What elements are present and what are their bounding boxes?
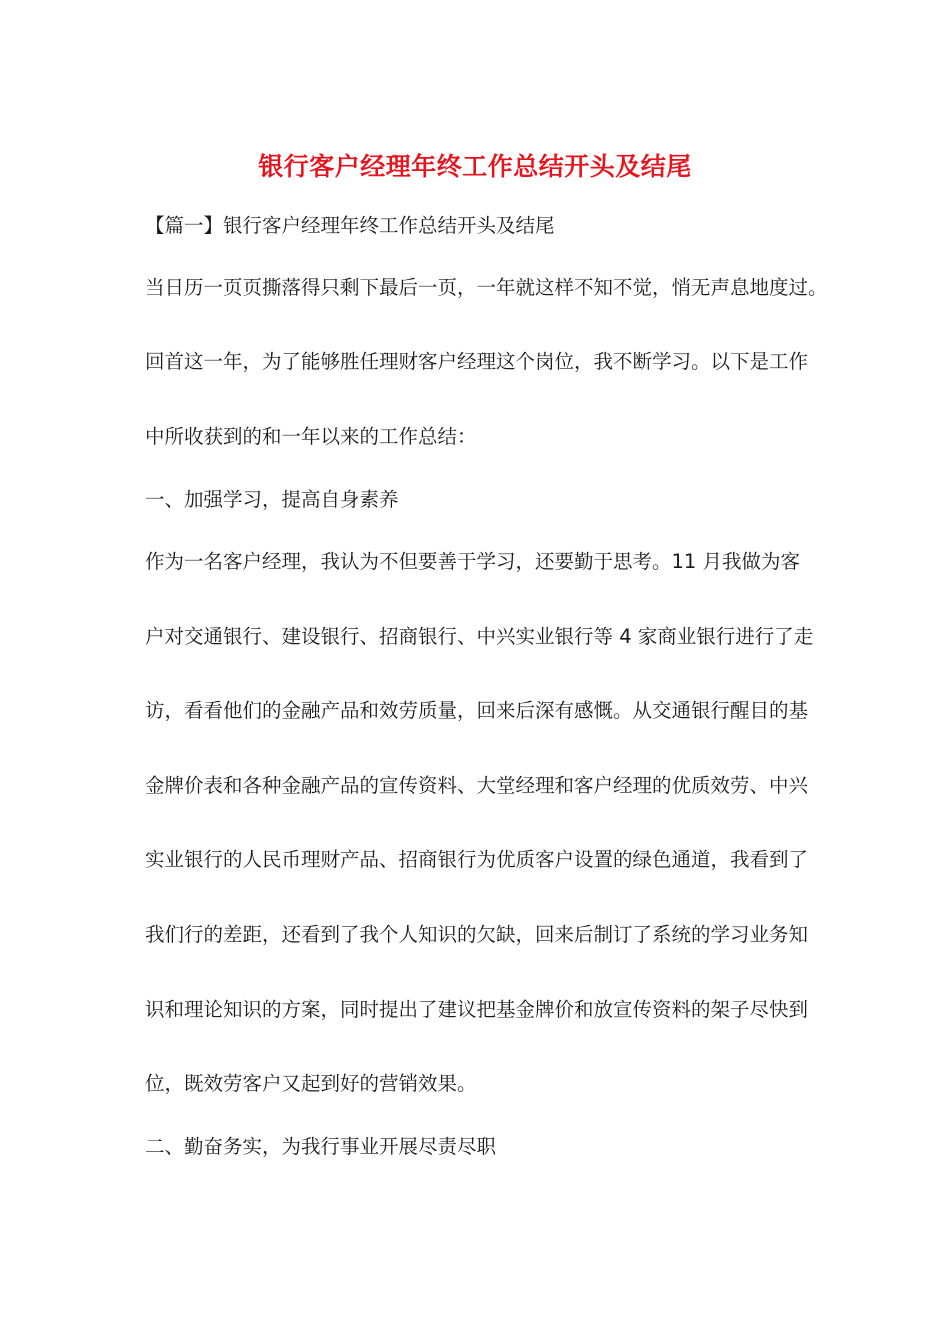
paragraph-line: 我们行的差距，还看到了我个人知识的欠缺，回来后制订了系统的学习业务知 (145, 923, 809, 946)
paragraph-line: 户对交通银行、建设银行、招商银行、中兴实业银行等 4 家商业银行进行了走 (145, 625, 814, 648)
paragraph-line: 中所收获到的和一年以来的工作总结： (145, 425, 477, 448)
section-heading: 【篇一】银行客户经理年终工作总结开头及结尾 (145, 214, 555, 237)
section-heading: 一、加强学习，提高自身素养 (145, 488, 399, 511)
paragraph-line: 位，既效劳客户又起到好的营销效果。 (145, 1072, 477, 1095)
document-title: 银行客户经理年终工作总结开头及结尾 (258, 152, 692, 181)
paragraph-line: 当日历一页页撕落得只剩下最后一页，一年就这样不知不觉，悄无声息地度过。 (145, 276, 828, 299)
paragraph-line: 作为一名客户经理，我认为不但要善于学习，还要勤于思考。11 月我做为客 (145, 550, 801, 573)
paragraph-line: 实业银行的人民币理财产品、招商银行为优质客户设置的绿色通道，我看到了 (145, 848, 809, 871)
paragraph-line: 金牌价表和各种金融产品的宣传资料、大堂经理和客户经理的优质效劳、中兴 (145, 774, 809, 797)
paragraph-line: 识和理论知识的方案，同时提出了建议把基金牌价和放宣传资料的架子尽快到 (145, 998, 809, 1021)
paragraph-line: 访，看看他们的金融产品和效劳质量，回来后深有感慨。从交通银行醒目的基 (145, 699, 809, 722)
paragraph-line: 回首这一年，为了能够胜任理财客户经理这个岗位，我不断学习。以下是工作 (145, 350, 809, 373)
section-heading: 二、勤奋务实，为我行事业开展尽责尽职 (145, 1135, 497, 1158)
